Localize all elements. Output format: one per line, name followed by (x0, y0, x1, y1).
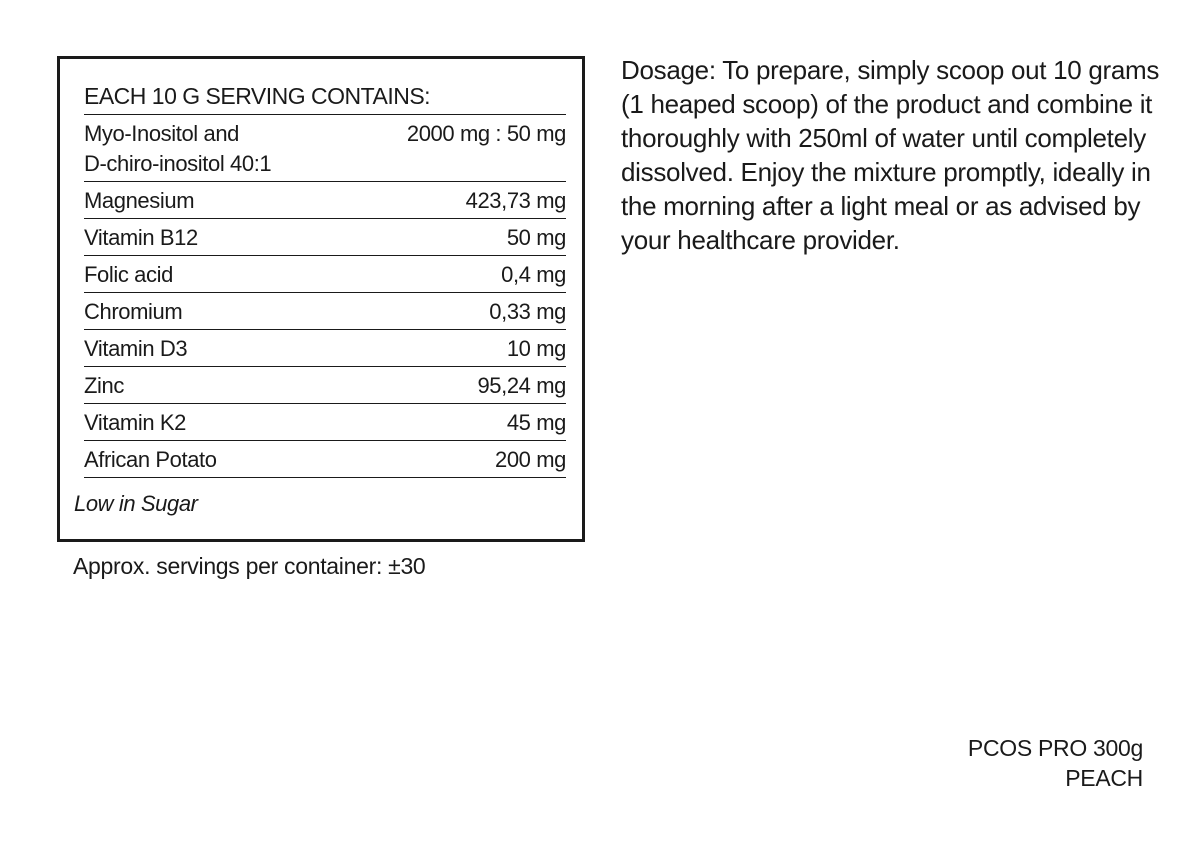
nutrient-row (84, 219, 566, 256)
nutrient-row (84, 330, 566, 367)
nutrient-name: Myo-Inositol and D-chiro-inositol 40:1 (84, 121, 272, 176)
nutrient-amount: 10 mg (506, 336, 566, 361)
nutrient-row (84, 441, 566, 478)
nutrient-amount: 423,73 mg (465, 188, 566, 213)
nutrient-amount: 200 mg (495, 447, 566, 472)
nutrition-table (84, 81, 566, 478)
nutrient-row (84, 367, 566, 404)
nutrient-amount: 0,4 mg (501, 262, 566, 287)
nutrient-amount: 45 mg (506, 410, 566, 435)
panel-header: EACH 10 G SERVING CONTAINS: (84, 81, 566, 115)
nutrient-row (84, 404, 566, 441)
nutrient-name: Folic acid (84, 262, 173, 287)
product-name: PCOS PRO 300g (967, 735, 1143, 761)
dosage-instructions: Dosage: To prepare, simply scoop out 10 grams (1 heaped scoop) of the product and combine it thoroughly with 250ml of water until completely dissolved. Enjoy the mixture promptly, ideally in the morning after a light meal or as advised by your healthcare provider. (621, 55, 1160, 255)
nutrient-name: Vitamin B12 (84, 225, 198, 250)
nutrient-row (84, 115, 566, 182)
nutrient-row (84, 182, 566, 219)
nutrient-amount: 50 mg (506, 225, 566, 250)
product-flavour: PEACH (1065, 765, 1143, 791)
nutrient-amount: 0,33 mg (489, 299, 566, 324)
nutrient-name: Vitamin D3 (84, 336, 188, 361)
product-label (968, 733, 1143, 793)
nutrient-name: Magnesium (84, 188, 195, 213)
nutrient-name: Zinc (84, 373, 124, 398)
servings-per-container: Approx. servings per container: ±30 (73, 553, 426, 579)
nutrient-amount: 95,24 mg (477, 373, 566, 398)
nutrient-row (84, 256, 566, 293)
nutrient-name: Vitamin K2 (84, 410, 186, 435)
nutrient-name: African Potato (84, 447, 217, 472)
nutrient-name: Chromium (84, 299, 183, 324)
nutrition-panel (57, 56, 585, 542)
nutrient-row (84, 293, 566, 330)
low-sugar-note: Low in Sugar (74, 491, 198, 516)
nutrient-amount: 2000 mg : 50 mg (406, 121, 566, 146)
